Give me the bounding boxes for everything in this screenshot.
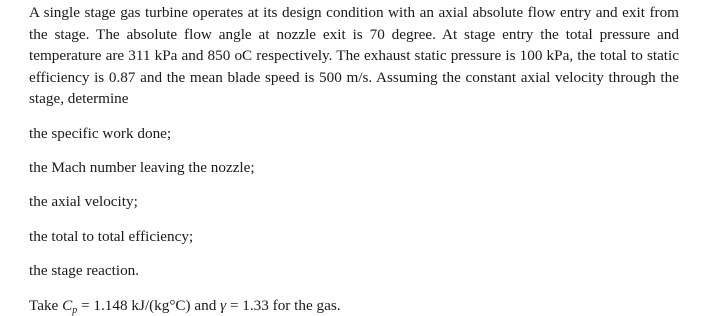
gamma-symbol: γ [220,296,227,314]
cp-value: = 1.148 kJ/(kg°C) and [77,296,221,314]
question-mach-number: the Mach number leaving the nozzle; [29,158,255,176]
problem-document [29,2,679,316]
problem-statement: A single stage gas turbine operates at its design condition with an axial absolute flow entry and exit from the stage. The absolute flow angle at nozzle exit is 70 degree. At stage entry the total pressure and temperature are 311 kPa and 850 oC respectively. The exhaust static pressure is 100 kPa, the total to static efficiency is 0.87 and the mean blade speed is 500 m/s. Assuming the constant axial velocity through the stage, determine [29,4,679,107]
given-prefix: Take [29,296,63,314]
question-total-to-total-efficiency: the total to total efficiency; [29,227,194,245]
question-specific-work: the specific work done; [29,124,172,142]
cp-subscript: p [72,304,78,316]
gamma-value: = 1.33 for the gas. [226,296,341,314]
question-list [29,124,679,282]
given-constants [29,296,679,316]
question-stage-reaction: the stage reaction. [29,262,140,280]
question-axial-velocity: the axial velocity; [29,193,138,211]
cp-symbol: C [62,296,73,314]
